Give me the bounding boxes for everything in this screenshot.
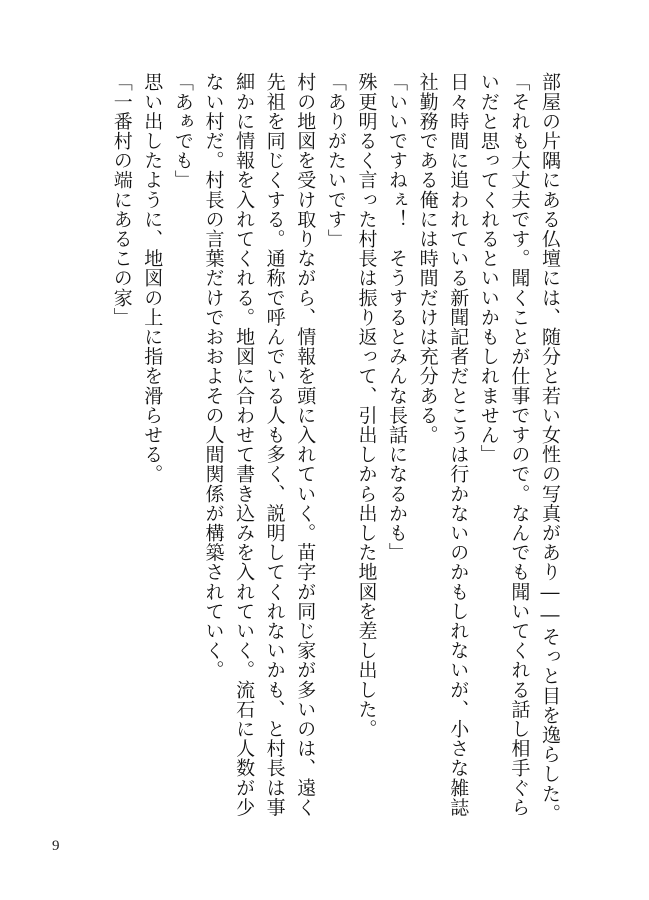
paragraph: 日々時間に追われている新聞記者だとこうは行かないのかもしれないが、小さな雑誌社勤務である俺には時間だけは充分ある。 bbox=[416, 72, 470, 817]
paragraph: 「あぁでも」 bbox=[171, 72, 194, 190]
paragraph: 村の地図を受け取りながら、情報を頭に入れていく。苗字が同じ家が多いのは、遠く先祖を同じくする。通称で呼んでいる人も多く、説明してくれないかも、と村長は事細かに情報を入れてくれる。地図に合わせて書き込みを入れていく。流石に人数が少ない村だ。村長の言葉だけでおおよその人間関係が構築されていく。 bbox=[202, 72, 317, 817]
paragraph: 部屋の片隅にある仏壇には、随分と若い女性の写真があり――そっと目を逸らした。 bbox=[539, 72, 561, 823]
paragraph: 「ありがたいです」 bbox=[324, 72, 347, 249]
paragraph: 「それも大丈夫です。聞くことが仕事ですので。なんでも聞いてくれる話し相手ぐらいだと思ってくれるといいかもしれません」 bbox=[477, 72, 531, 817]
paragraph: 殊更明るく言った村長は振り返って、引出しから出した地図を差し出した。 bbox=[355, 72, 378, 739]
vertical-text-body bbox=[106, 72, 565, 832]
page-number: 9 bbox=[52, 838, 60, 854]
paragraph: 「いいですねぇ！ そうするとみんな長話になるかも」 bbox=[386, 72, 409, 562]
paragraph: 思い出したように、地図の上に指を滑らせる。 bbox=[141, 72, 164, 484]
paragraph: 「一番村の端にあるこの家」 bbox=[110, 72, 133, 327]
